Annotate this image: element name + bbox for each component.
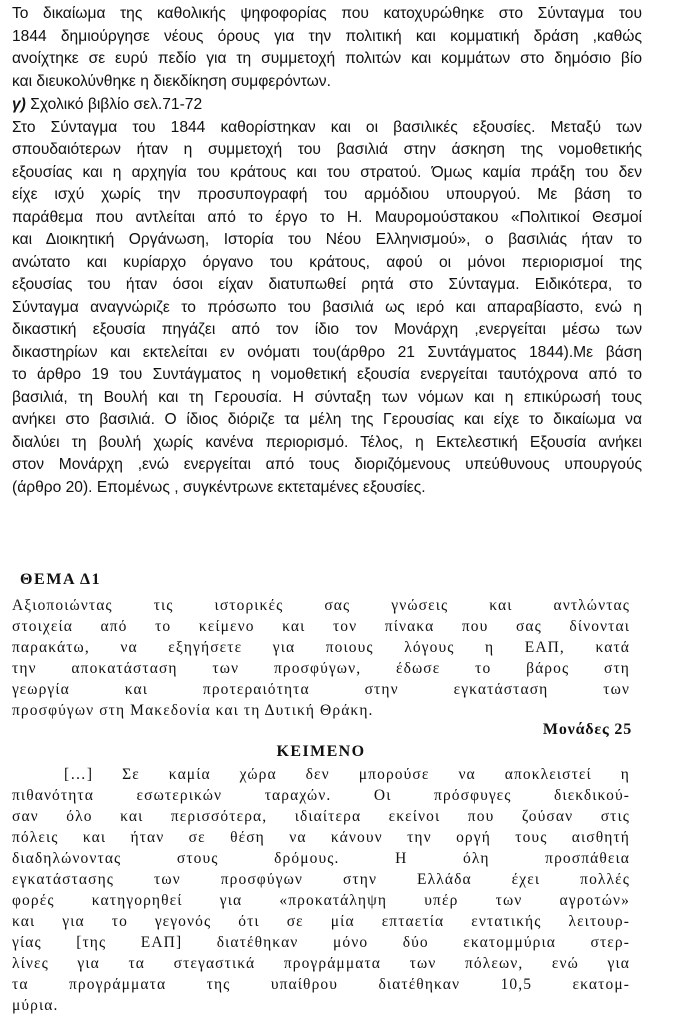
- theme-question: [12, 595, 630, 721]
- answer-g-paragraph: [12, 94, 642, 499]
- points-label: Μονάδες 25: [542, 721, 632, 738]
- text-line: διαλύει τη βουλή χωρίς κανένα περιορισμό. Τέλος, η Εκτελεστική Εξουσία ανήκει: [12, 433, 642, 451]
- text-line: λίνες για τα στεγαστικά προγράμματα των πόλεων, ενώ για: [12, 955, 630, 972]
- text-line: (άρθρο 20). Επομένως , συγκέντρωνε εκτεταμένες εξουσίες.: [12, 478, 426, 496]
- text-line: παρακάτω, να εξηγήσετε για ποιους λόγους η ΕΑΠ, κατά: [12, 639, 630, 656]
- text-line: εγκατάστασης των προσφύγων στην Ελλάδα έχει πολλές: [12, 871, 630, 888]
- text-line: ανώτατο και κυρίαρχο όργανο του κράτους, αφού οι μόνοι περιορισμοί της: [12, 253, 642, 271]
- text-line: σπουδαιότερων ήταν η συμμετοχή του βασιλιά στην άσκηση της νομοθετικής: [12, 141, 642, 158]
- text-line: παράθεμα που αντλείται από το έργο το Η. Μαυρομούστακου «Πολιτικοί Θεσμοί: [12, 208, 642, 226]
- text-line: ανήκει στο βασιλιά. Ο ίδιος διόριζε τα μέλη της Γερουσίας και είχε το δικαίωμα να: [12, 411, 642, 428]
- text-line: γίας [της ΕΑΠ] διατέθηκαν μόνο δύο εκατομμύρια στερ-: [12, 934, 630, 951]
- text-line: […] Σε καμία χώρα δεν μπορούσε να αποκλειστεί η: [64, 766, 630, 783]
- intro-paragraph: [12, 3, 642, 93]
- text-line: στον Μονάρχη ,ενώ ενεργείται από τους διοριζόμενους υπεύθυνους υπουργούς: [12, 456, 642, 473]
- answer-source: Σχολικό βιβλίο σελ.71-72: [25, 96, 203, 113]
- text-line: μύρια.: [12, 997, 59, 1014]
- text-line: προσφύγων στη Μακεδονία και τη Δυτική Θράκη.: [12, 702, 374, 719]
- text-line: εξουσίας του ήταν όσοι είχαν διατυπωθεί ρητά στο Σύνταγμα. Ειδικότερα, το: [12, 276, 642, 293]
- text-line: γεωργία και προτεραιότητα στην εγκατάσταση των: [12, 681, 630, 698]
- text-line: και διευκολύνθηκε η διεκδίκηση συμφερόντων.: [12, 72, 331, 90]
- text-line: 1844 δημιούργησε νέους όρους για την πολιτική και κομματική δράση ,καθώς: [12, 27, 642, 45]
- source-text-heading: ΚΕΙΜΕΝΟ: [276, 743, 366, 760]
- theme-title: ΘΕΜΑ Δ1: [20, 571, 102, 588]
- text-line: πόλεις και ήταν σε θέση να κάνουν την οργή τους αισθητή: [12, 829, 630, 846]
- text-line: στοιχεία από το κείμενο και τον πίνακα που σας δίνονται: [12, 618, 630, 635]
- text-line: δικαστική εξουσία πηγάζει από τον ίδιο τον Μονάρχη ,ενεργείται μέσω των: [12, 321, 642, 338]
- text-line: διαδηλώνοντας στους δρόμους. Η όλη προσπάθεια: [12, 850, 630, 867]
- text-line: πιθανότητα εσωτερικών ταραχών. Οι πρόσφυγες διεκδικού-: [12, 787, 630, 804]
- text-line: δικαστηρίων και εκτελείται εν ονόματι του(άρθρο 21 Συντάγματος 1844).Με βάση: [12, 343, 642, 361]
- answer-g-heading: [12, 94, 642, 117]
- text-line: Το δικαίωμα της καθολικής ψηφοφορίας που κατοχυρώθηκε στο Σύνταγμα του: [12, 5, 642, 22]
- source-text: [12, 764, 630, 1016]
- text-line: και για το γεγονός ότι σε μία επταετία εντατικής λειτουρ-: [12, 913, 630, 930]
- text-line: σαν όλο και περισσότερα, ιδιαίτερα εκείνοι που ζούσαν στις: [12, 808, 630, 825]
- text-line: και Διοικητική Οργάνωση, Ιστορία του Νέου Ελληνισμού», ο βασιλιάς ήταν το: [12, 231, 642, 248]
- text-line: εξουσίας και η αρχηγία του κράτους και του στρατού. Όμως καμία πράξη του δεν: [12, 163, 642, 181]
- text-line: τα προγράμματα της υπαίθρου διατέθηκαν 10,5 εκατομ-: [12, 976, 630, 993]
- text-line: φορές κατηγορηθεί για «προκατάληψη υπέρ των αγροτών»: [12, 892, 630, 909]
- text-line: είχε ισχύ χωρίς την προσυπογραφή του αρμόδιου υπουργού. Με βάση το: [12, 186, 642, 203]
- answer-label: γ): [12, 96, 26, 113]
- text-line: Αξιοποιώντας τις ιστορικές σας γνώσεις και αντλώντας: [12, 597, 630, 614]
- text-line: ανοίχτηκε σε ευρύ πεδίο για τη συμμετοχή πολιτών και κομμάτων στο δημόσιο βίο: [12, 50, 642, 67]
- text-line: την αποκατάσταση των προσφύγων, έδωσε το βάρος στη: [12, 660, 630, 677]
- text-line: βασιλιά, τη Βουλή και τη Γερουσία. Η σύνταξη των νόμων και η επικύρωσή τους: [12, 388, 642, 406]
- text-line: Σύνταγμα αναγνώριζε το πρόσωπο του βασιλιά ως ιερό και απαραβίαστο, ενώ η: [12, 298, 642, 316]
- text-line: το άρθρο 19 του Συντάγματος η νομοθετική εξουσία ενεργείται ταυτόχρονα από το: [12, 366, 642, 383]
- text-line: Στο Σύνταγμα του 1844 καθορίστηκαν και οι βασιλικές εξουσίες. Μεταξύ των: [12, 118, 642, 136]
